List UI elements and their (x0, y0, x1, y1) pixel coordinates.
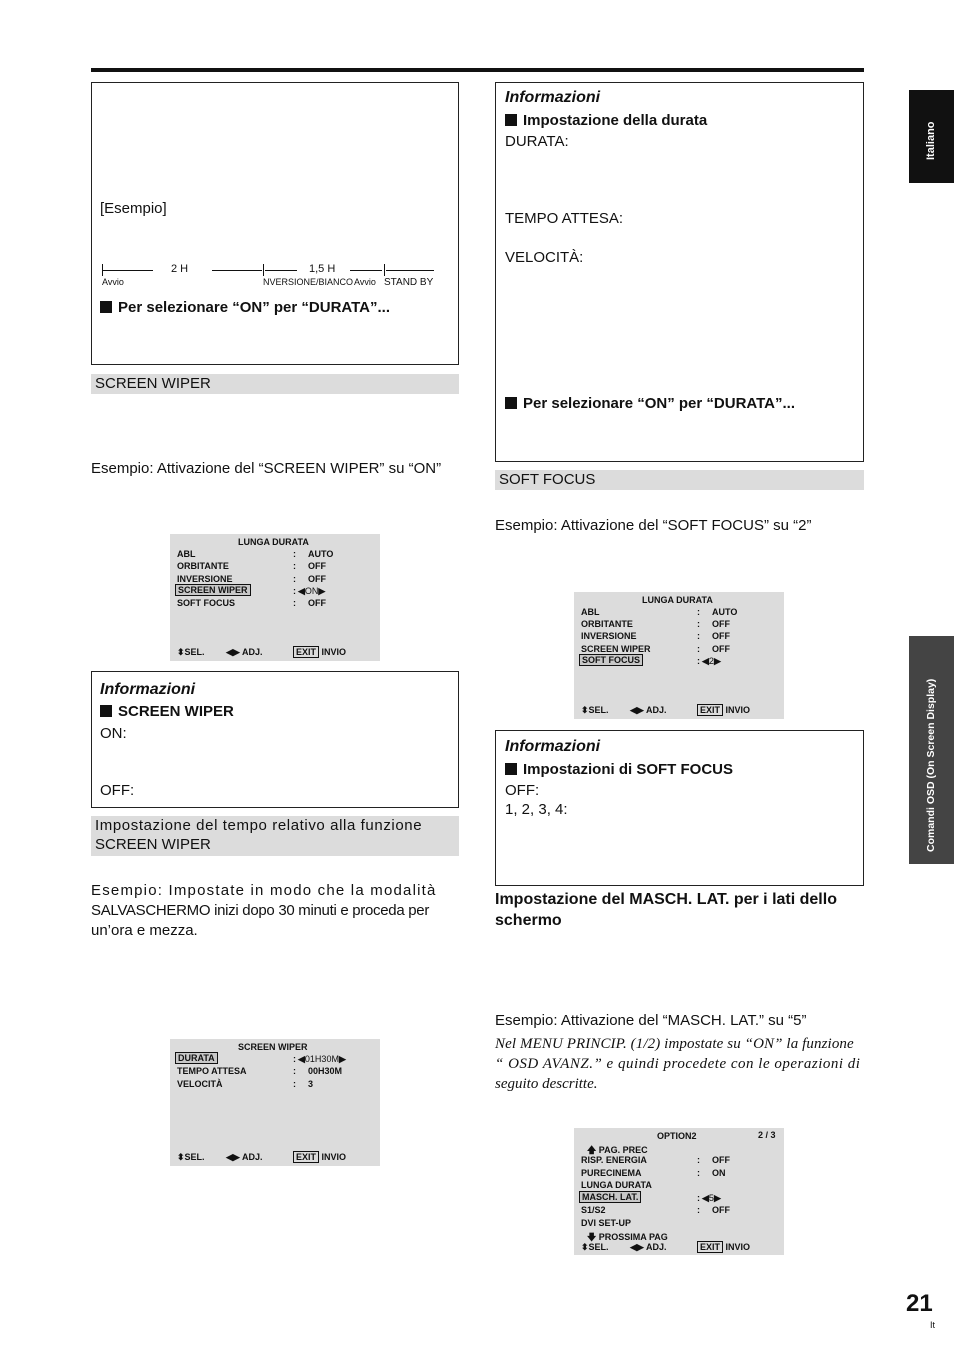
osd-row-value: OFF (308, 598, 326, 608)
arrow-down-icon: 🡇 (587, 1232, 597, 1242)
menu-note-l3: seguito descritte. (495, 1076, 598, 1092)
triangle-left-icon: ◀ (298, 586, 305, 596)
triangle-right-icon: ▶ (318, 586, 326, 596)
info-heading-soft-focus: Impostazioni di SOFT FOCUS (505, 761, 733, 778)
osd-row-label: SOFT FOCUS (177, 598, 235, 608)
osd-row-value: OFF (308, 561, 326, 571)
info-title: Informazioni (505, 738, 601, 755)
osd-row-sep: : (293, 598, 296, 608)
osd-row-label: SCREEN WIPER (581, 644, 651, 654)
osd-lunga-durata-2 (574, 592, 784, 719)
osd-row-label: ABL (581, 607, 600, 617)
top-rule (91, 68, 864, 72)
menu-note-l1: Nel MENU PRINCIP. (1/2) impostate su “ON” la funzione (495, 1036, 854, 1052)
esempio-masch: Esempio: Attivazione del “MASCH. LAT.” su “5” (495, 1012, 807, 1029)
masch-heading-l2: schermo (495, 912, 562, 929)
osd-row-sep: : (293, 1079, 296, 1089)
osd-row-sep: : (697, 1168, 700, 1178)
osd-row-label-selected: DURATA (175, 1053, 218, 1063)
osd-row-value: OFF (712, 1155, 730, 1165)
osd-page: 2 / 3 (758, 1130, 776, 1140)
arrow-up-icon: 🡅 (587, 1145, 597, 1155)
osd-row-label: VELOCITÀ (177, 1079, 223, 1089)
info-soft-off: OFF: (505, 782, 540, 799)
osd-row-label: ORBITANTE (177, 561, 229, 571)
osd-title: OPTION2 (657, 1131, 697, 1141)
up-down-arrow-icon: ⬍ (177, 647, 185, 657)
osd-row-value-adjust: ◀5▶ (702, 1193, 721, 1203)
left-right-arrows-icon: ◀▶ (226, 647, 240, 657)
masch-heading-l1: Impostazione del MASCH. LAT. per i lati dello (495, 891, 837, 908)
triangle-left-icon: ◀ (702, 656, 709, 666)
timeline-seg-4 (350, 270, 382, 271)
osd-footer-sel: ⬍SEL. (177, 1152, 205, 1162)
osd-row-value: ON (712, 1168, 726, 1178)
screen-wiper-bar: SCREEN WIPER (91, 374, 459, 394)
osd-title: SCREEN WIPER (238, 1042, 308, 1052)
tab-italiano (909, 90, 954, 183)
osd-row-sep: : (293, 586, 296, 596)
osd-footer-exit: EXIT INVIO (293, 1152, 346, 1162)
timeline-avvio-1: Avvio (102, 277, 124, 287)
osd-screen-wiper (170, 1039, 380, 1166)
osd-row-sep: : (293, 574, 296, 584)
timeline-2h: 2 H (171, 263, 189, 275)
esempio-soft: Esempio: Attivazione del “SOFT FOCUS” su “2” (495, 517, 812, 534)
osd-option2 (574, 1128, 784, 1255)
osd-row-value: OFF (712, 644, 730, 654)
osd-footer-adj: ◀▶ ADJ. (226, 1152, 263, 1162)
esempio-tempo-l1: Esempio: Impostate in modo che la modalità (91, 882, 437, 899)
osd-row-label: INVERSIONE (581, 631, 637, 641)
osd-row-label: TEMPO ATTESA (177, 1066, 247, 1076)
info-velocita-label: VELOCITÀ: (505, 249, 584, 266)
menu-note-l2: “ OSD AVANZ.” e quindi procedete con le operazioni di (495, 1056, 861, 1072)
osd-row-value: OFF (712, 1205, 730, 1215)
osd-row-label-selected: MASCH. LAT. (579, 1192, 641, 1202)
osd-row-label: RISP. ENERGIA (581, 1155, 647, 1165)
timeline-seg-2 (212, 270, 262, 271)
osd-footer-adj: ◀▶ ADJ. (630, 1242, 667, 1252)
osd-title: LUNGA DURATA (642, 595, 713, 605)
info-durata-label: DURATA: (505, 133, 569, 150)
soft-focus-bar: SOFT FOCUS (495, 470, 864, 490)
timeline-avvio-2: Avvio (354, 277, 376, 287)
osd-row-label-selected: SOFT FOCUS (579, 655, 643, 665)
osd-next-page: 🡇 PROSSIMA PAG (587, 1232, 668, 1242)
info-heading-durata: Impostazione della durata (505, 112, 707, 129)
osd-footer-adj: ◀▶ ADJ. (226, 647, 263, 657)
osd-footer-exit: EXIT INVIO (697, 1242, 750, 1252)
osd-row-value: OFF (308, 574, 326, 584)
triangle-left-icon: ◀ (298, 1054, 305, 1064)
osd-title: LUNGA DURATA (238, 537, 309, 547)
page-number: 21 (906, 1290, 933, 1317)
bullet-square-icon (505, 114, 517, 126)
osd-row-sep: : (697, 619, 700, 629)
osd-row-label: DVI SET-UP (581, 1218, 632, 1228)
osd-footer-sel: ⬍SEL. (177, 647, 205, 657)
bullet-square-icon (100, 301, 112, 313)
osd-row-value: 3 (308, 1079, 314, 1089)
timeline-seg-5 (386, 270, 434, 271)
osd-footer-exit: EXIT INVIO (697, 705, 750, 715)
osd-row-sep: : (293, 1054, 296, 1064)
triangle-right-icon: ▶ (713, 1193, 721, 1203)
osd-row-sep: : (697, 656, 700, 666)
timeline-tick-end (384, 264, 385, 276)
left-right-arrows-icon: ◀▶ (226, 1152, 240, 1162)
triangle-right-icon: ▶ (338, 1054, 346, 1064)
tab-comandi-osd (909, 636, 954, 864)
osd-lunga-durata-1 (170, 534, 380, 661)
osd-row-value: OFF (712, 619, 730, 629)
esempio-screen-wiper: Esempio: Attivazione del “SCREEN WIPER” su “ON” (91, 460, 442, 477)
osd-row-sep: : (697, 1205, 700, 1215)
osd-footer-exit: EXIT INVIO (293, 647, 346, 657)
osd-row-value: AUTO (308, 549, 334, 559)
osd-row-label: ORBITANTE (581, 619, 633, 629)
tempo-bar-line1: Impostazione del tempo relativo alla funzione (95, 817, 423, 834)
timeline-tick-mid (263, 264, 264, 276)
select-on-durata-left: Per selezionare “ON” per “DURATA”... (100, 299, 390, 316)
osd-row-sep: : (293, 561, 296, 571)
tempo-bar-line2: SCREEN WIPER (95, 836, 211, 853)
triangle-right-icon: ▶ (713, 656, 721, 666)
page-lang: It (930, 1320, 936, 1330)
bullet-square-icon (100, 705, 112, 717)
osd-row-label: S1/S2 (581, 1205, 606, 1215)
osd-row-sep: : (697, 1155, 700, 1165)
example-box (91, 82, 459, 365)
tempo-bar (91, 816, 459, 856)
select-on-durata-right: Per selezionare “ON” per “DURATA”... (505, 395, 795, 412)
osd-row-label-selected: SCREEN WIPER (175, 585, 251, 595)
osd-row-value: AUTO (712, 607, 738, 617)
osd-footer-sel: ⬍SEL. (581, 1242, 609, 1252)
osd-row-value: OFF (712, 631, 730, 641)
osd-row-sep: : (697, 631, 700, 641)
info-tempo-label: TEMPO ATTESA: (505, 210, 624, 227)
osd-prev-page: 🡅 PAG. PREC (587, 1145, 648, 1155)
up-down-arrow-icon: ⬍ (177, 1152, 185, 1162)
timeline-seg-1 (103, 270, 153, 271)
timeline-seg-3 (265, 270, 297, 271)
up-down-arrow-icon: ⬍ (581, 705, 589, 715)
timeline-standby: STAND BY (384, 277, 434, 288)
osd-row-label: PURECINEMA (581, 1168, 642, 1178)
osd-row-label: LUNGA DURATA (581, 1180, 652, 1190)
bullet-square-icon (505, 763, 517, 775)
osd-footer-sel: ⬍SEL. (581, 705, 609, 715)
osd-row-value-adjust: ◀01H30M▶ (298, 1054, 346, 1064)
tab-italiano-label: Italiano (925, 121, 937, 160)
info-title: Informazioni (505, 89, 601, 106)
left-right-arrows-icon: ◀▶ (630, 1242, 644, 1252)
osd-footer-adj: ◀▶ ADJ. (630, 705, 667, 715)
esempio-tempo-l3: un’ora e mezza. (91, 922, 198, 939)
timeline-inversione: NVERSIONE/BIANCO (263, 277, 354, 287)
osd-row-label: INVERSIONE (177, 574, 233, 584)
esempio-tempo-l2: SALVASCHERMO inizi dopo 30 minuti e proceda per (91, 902, 430, 919)
osd-row-sep: : (697, 607, 700, 617)
osd-row-sep: : (697, 1193, 700, 1203)
osd-row-value-adjust: ◀2▶ (702, 656, 721, 666)
left-right-arrows-icon: ◀▶ (630, 705, 644, 715)
tab-comandi-label: Comandi OSD (On Screen Display) (925, 678, 937, 852)
timeline-15h: 1,5 H (309, 263, 336, 275)
info-heading-screen-wiper: SCREEN WIPER (100, 703, 234, 720)
example-label: [Esempio] (100, 200, 167, 217)
timeline-tick-start (102, 264, 103, 276)
osd-row-value: 00H30M (308, 1066, 343, 1076)
info-off-label: OFF: (100, 782, 135, 799)
osd-row-sep: : (697, 644, 700, 654)
up-down-arrow-icon: ⬍ (581, 1242, 589, 1252)
osd-row-sep: : (293, 549, 296, 559)
osd-row-sep: : (293, 1066, 296, 1076)
triangle-left-icon: ◀ (702, 1193, 709, 1203)
osd-row-label: ABL (177, 549, 196, 559)
info-title: Informazioni (100, 681, 196, 698)
bullet-square-icon (505, 397, 517, 409)
osd-row-value-adjust: ◀ON▶ (298, 586, 326, 596)
info-soft-levels: 1, 2, 3, 4: (505, 801, 568, 818)
info-on-label: ON: (100, 725, 127, 742)
